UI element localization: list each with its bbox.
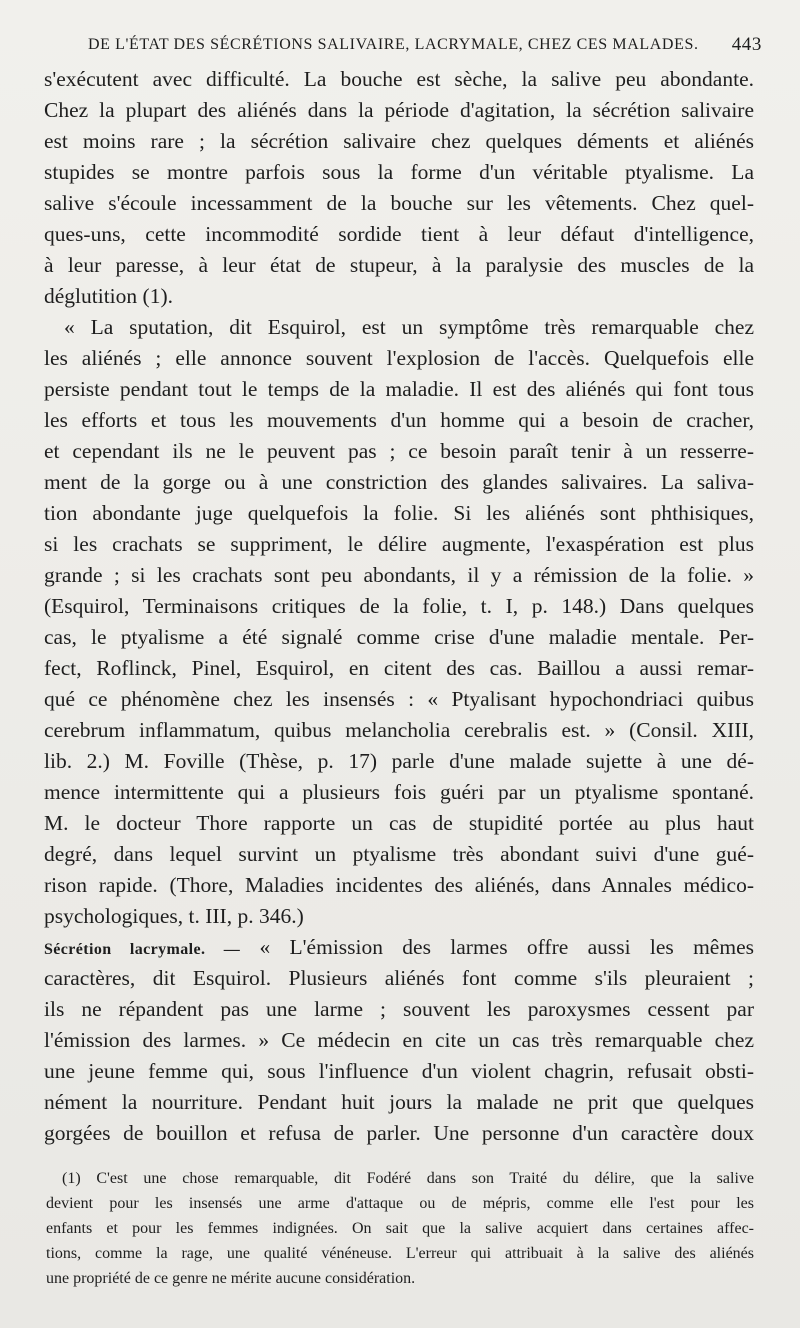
footnote — [46, 1166, 754, 1291]
text-line: persiste pendant tout le temps de la maladie. Il est des aliénés qui font tous — [44, 377, 754, 401]
text-line: ques-uns, cette incommodité sordide tient à leur défaut d'intelligence, — [44, 222, 754, 246]
text-line: cas, le ptyalisme a été signalé comme crise d'une maladie mentale. Per- — [44, 625, 754, 649]
running-header — [60, 34, 762, 60]
footnote-line: une propriété de ce genre ne mérite aucune considération. — [46, 1270, 416, 1287]
text-line: et cependant ils ne le peuvent pas ; ce besoin paraît tenir à un resserre- — [44, 439, 754, 463]
text-line: s'exécutent avec difficulté. La bouche est sèche, la salive peu abondante. — [44, 67, 754, 91]
text-line: rison rapide. (Thore, Maladies incidentes des aliénés, dans Annales médico- — [44, 873, 754, 897]
text-line: ment de la gorge ou à une constriction des glandes salivaires. La saliva- — [44, 470, 754, 494]
text-line: gorgées de bouillon et refusa de parler. Une personne d'un caractère doux — [44, 1121, 754, 1145]
text-line: « La sputation, dit Esquirol, est un symptôme très remarquable chez — [64, 315, 754, 339]
text-line: les efforts et tous les mouvements d'un homme qui a besoin de cracher, — [44, 408, 754, 432]
text-line: si les crachats se suppriment, le délire augmente, l'exaspération est plus — [44, 532, 754, 556]
text-line: Chez la plupart des aliénés dans la période d'agitation, la sécrétion salivaire — [44, 98, 754, 122]
text-line: nément la nourriture. Pendant huit jours la malade ne prit que quelques — [44, 1090, 754, 1114]
section-heading: Sécrétion lacrymale. — — [44, 941, 241, 958]
text-line: les aliénés ; elle annonce souvent l'explosion de l'accès. Quelquefois elle — [44, 346, 754, 370]
text-line: grande ; si les crachats sont peu abondants, il y a rémission de la folie. » — [44, 563, 754, 587]
text-line: mence intermittente qui a plusieurs fois guéri par un ptyalisme spontané. — [44, 780, 754, 804]
running-title: DE L'ÉTAT DES SÉCRÉTIONS SALIVAIRE, LACRYMALE, CHEZ CES MALADES. — [88, 36, 699, 53]
footnote-line: tions, comme la rage, une qualité vénéneuse. L'erreur qui attribuait à la salive des aliénés — [46, 1245, 754, 1262]
text-line: (Esquirol, Terminaisons critiques de la folie, t. I, p. 148.) Dans quelques — [44, 594, 754, 618]
footnote-line: enfants et pour les femmes indignées. On sait que la salive acquiert dans certaines affec- — [46, 1220, 754, 1237]
text-line: stupides se montre parfois sous la forme d'un véritable ptyalisme. La — [44, 160, 754, 184]
text-line: qué ce phénomène chez les insensés : « Ptyalisant hypochondriaci quibus — [44, 687, 754, 711]
text-line: salive s'écoule incessamment de la bouche sur les vêtements. Chez quel- — [44, 191, 754, 215]
text-line — [44, 932, 754, 963]
text-line: degré, dans lequel survint un ptyalisme très abondant suivi d'une gué- — [44, 842, 754, 866]
text-line: lib. 2.) M. Foville (Thèse, p. 17) parle d'une malade sujette à une dé- — [44, 749, 754, 773]
text-line-fragment: « L'émission des larmes offre aussi les mêmes — [259, 935, 754, 959]
text-line: fect, Roflinck, Pinel, Esquirol, en citent des cas. Baillou a aussi remar- — [44, 656, 754, 680]
text-line: caractères, dit Esquirol. Plusieurs aliénés font comme s'ils pleuraient ; — [44, 966, 754, 990]
text-line: une jeune femme qui, sous l'influence d'un violent chagrin, refusait obsti- — [44, 1059, 754, 1083]
text-line: est moins rare ; la sécrétion salivaire chez quelques déments et aliénés — [44, 129, 754, 153]
footnote-line: (1) C'est une chose remarquable, dit Fodéré dans son Traité du délire, que la salive — [62, 1170, 754, 1187]
footnote-line: devient pour les insensés une arme d'attaque ou de mépris, comme elle l'est pour les — [46, 1195, 754, 1212]
text-line: tion abondante juge quelquefois la folie. Si les aliénés sont phthisiques, — [44, 501, 754, 525]
text-line: l'émission des larmes. » Ce médecin en cite un cas très remarquable chez — [44, 1028, 754, 1052]
text-line: à leur paresse, à leur état de stupeur, à la paralysie des muscles de la — [44, 253, 754, 277]
page-number: 443 — [731, 34, 762, 55]
text-line: déglutition (1). — [44, 284, 173, 308]
main-text — [44, 64, 754, 1149]
text-line: M. le docteur Thore rapporte un cas de stupidité portée au plus haut — [44, 811, 754, 835]
text-line: ils ne répandent pas une larme ; souvent les paroxysmes cessent par — [44, 997, 754, 1021]
text-line: cerebrum inflammatum, quibus melancholia cerebralis est. » (Consil. XIII, — [44, 718, 754, 742]
text-line: psychologiques, t. III, p. 346.) — [44, 904, 304, 928]
